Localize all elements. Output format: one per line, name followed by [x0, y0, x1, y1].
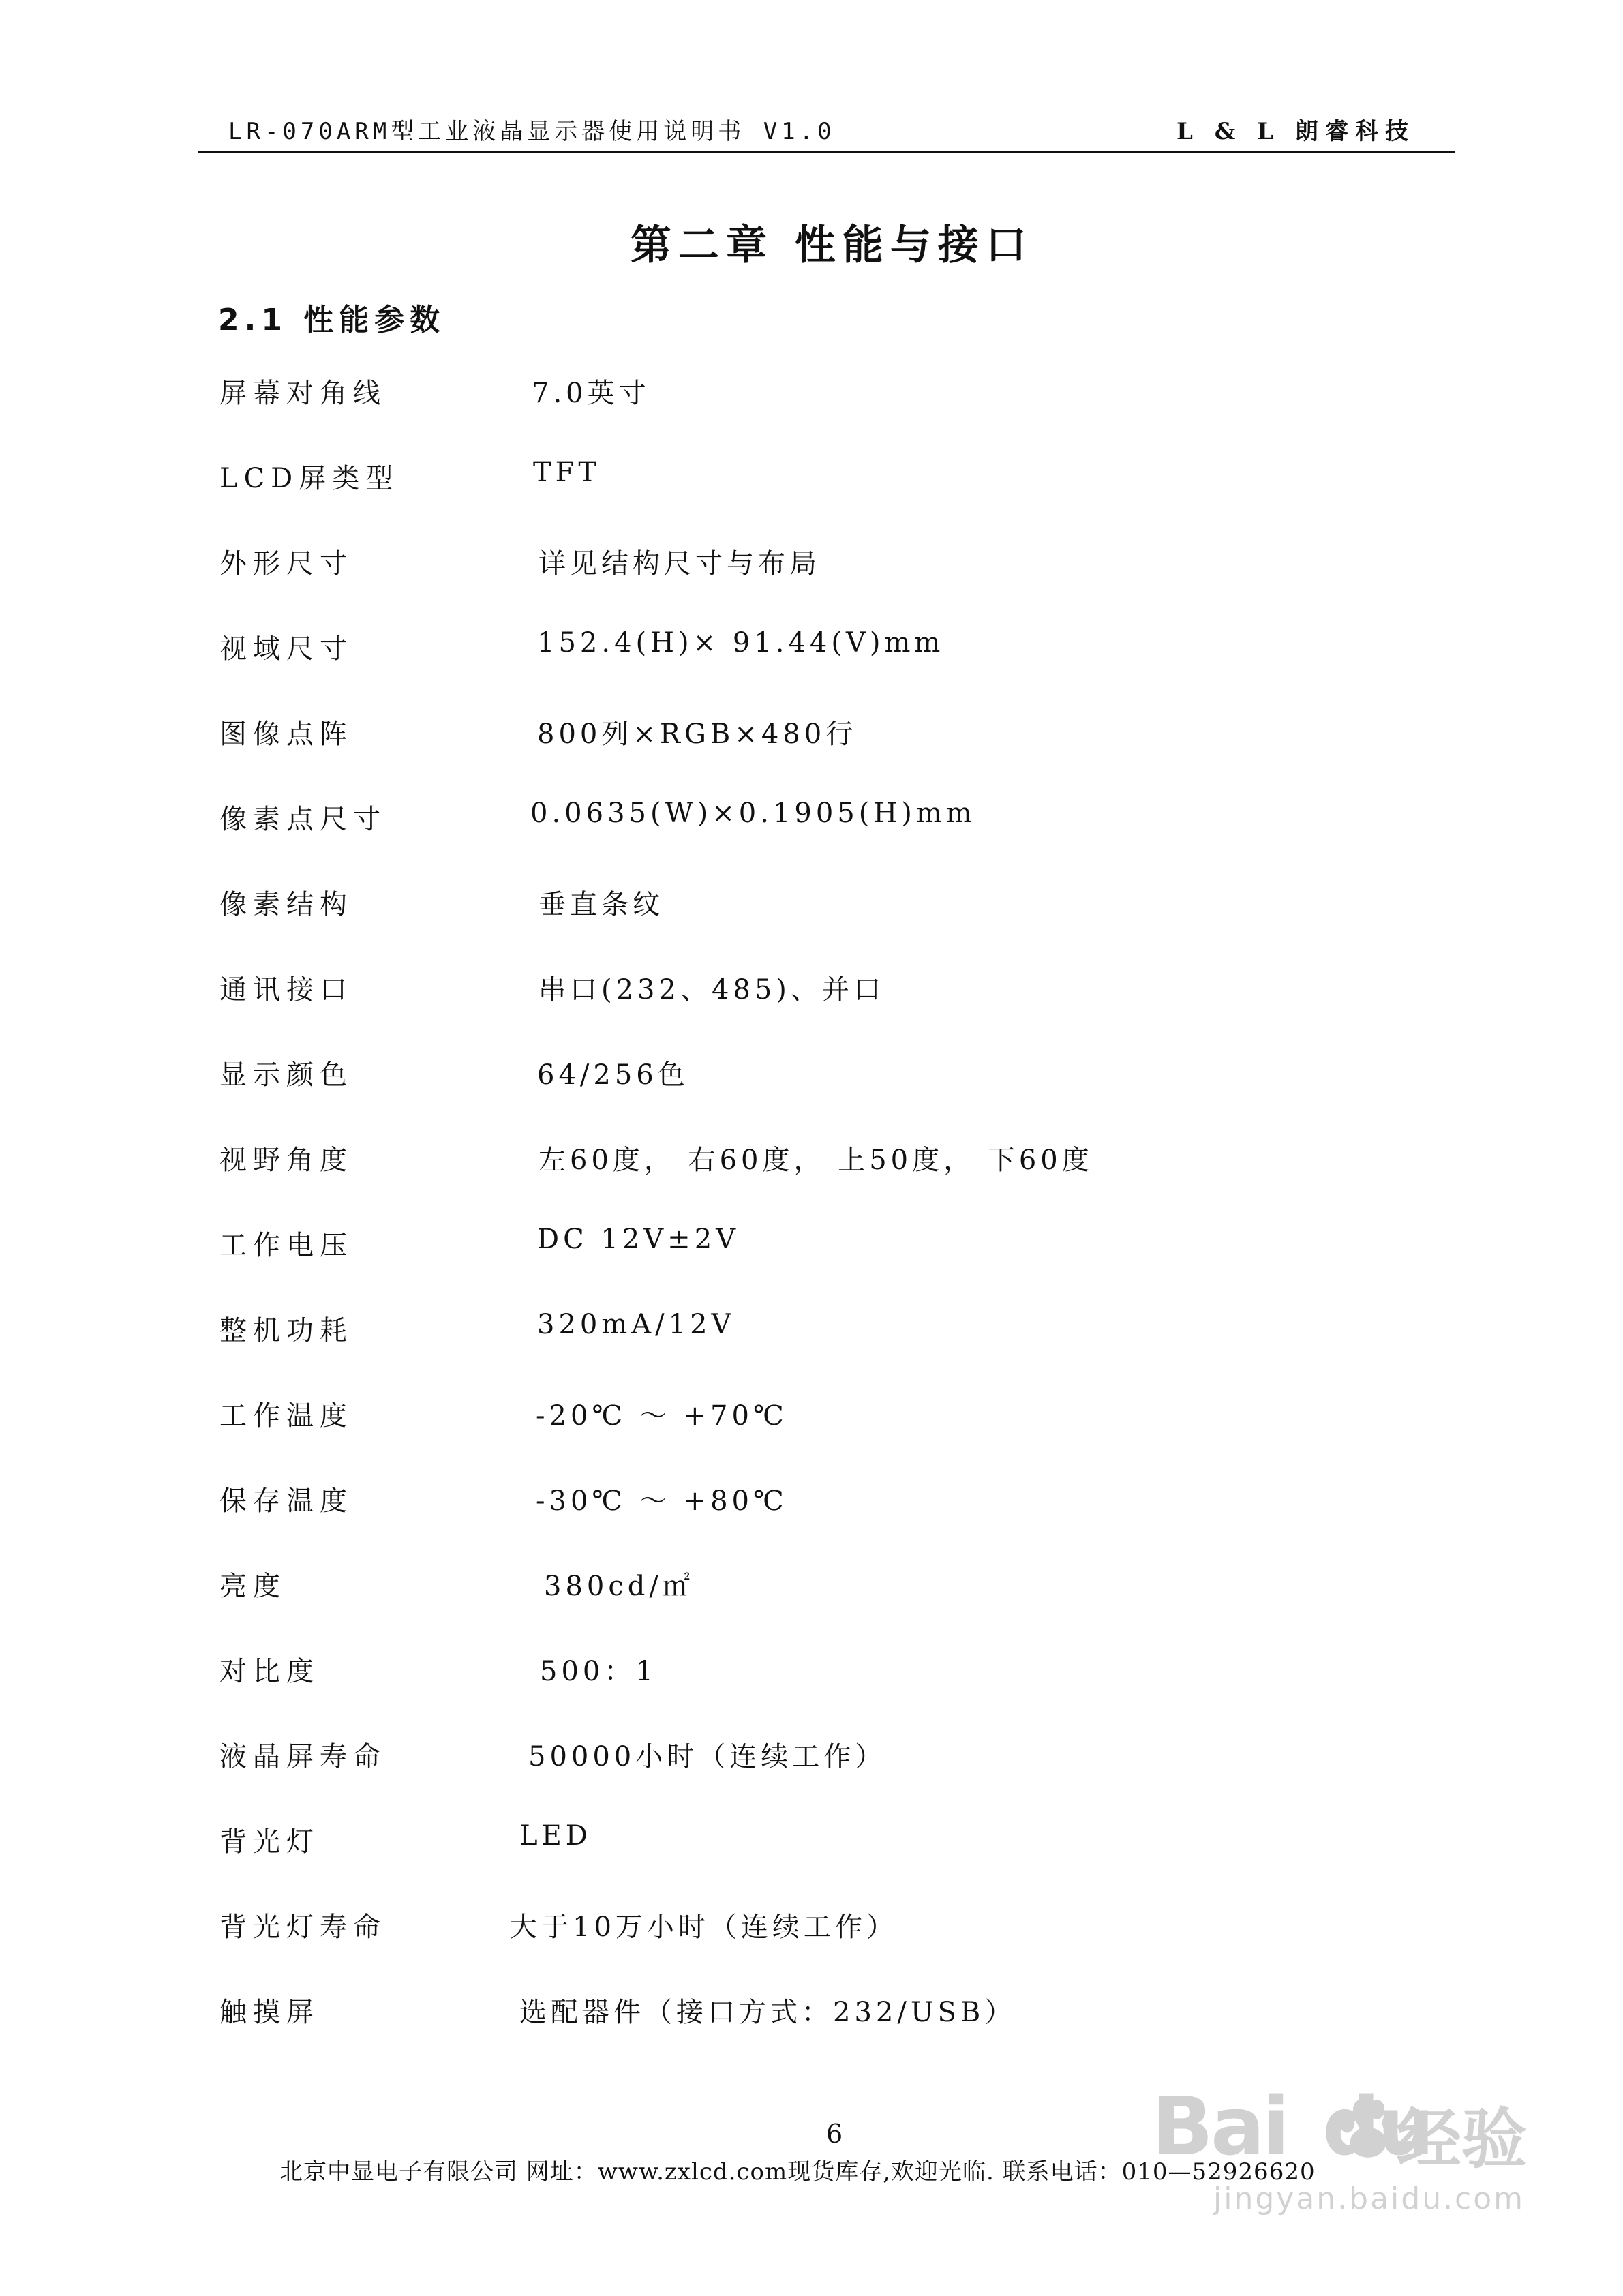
spec-row [0, 798, 1623, 839]
spec-label: 屏幕对角线 [219, 378, 386, 409]
spec-label: 图像点阵 [219, 719, 353, 750]
spec-value: 左60度， 右60度， 上50度， 下60度 [539, 1145, 1093, 1176]
header-document-title: LR-070ARM型工业液晶显示器使用说明书 V1.0 [228, 118, 836, 145]
spec-value: 7.0英寸 [532, 378, 650, 409]
spec-row [0, 968, 1623, 1009]
section-title: 2.1 性能参数 [218, 303, 446, 337]
spec-label: 亮度 [219, 1571, 286, 1602]
spec-value: 152.4(H)× 91.44(V)mm [537, 627, 945, 659]
spec-row [0, 1735, 1623, 1776]
spec-row [0, 1053, 1623, 1094]
spec-value: 320mA/12V [537, 1309, 735, 1340]
spec-row [0, 1991, 1623, 2031]
spec-row [0, 457, 1623, 498]
spec-value: -20℃ ～ +70℃ [536, 1400, 788, 1432]
spec-row [0, 372, 1623, 412]
spec-row [0, 1224, 1623, 1265]
spec-value: 800列×RGB×480行 [537, 719, 858, 750]
spec-label: 像素结构 [219, 889, 353, 920]
spec-row [0, 883, 1623, 924]
spec-row [0, 627, 1623, 668]
spec-value: 详见结构尺寸与布局 [539, 548, 821, 579]
spec-row [0, 712, 1623, 753]
baidu-jingyan-watermark [1152, 2079, 1534, 2256]
spec-label: 通讯接口 [219, 974, 353, 1006]
spec-label: 背光灯寿命 [219, 1912, 386, 1943]
spec-value: LED [519, 1820, 592, 1852]
chapter-title: 第二章 性能与接口 [631, 222, 1033, 269]
spec-row [0, 1905, 1623, 1946]
spec-label: 显示颜色 [219, 1059, 353, 1091]
footer-contact-line: 北京中显电子有限公司 网址：www.zxlcd.com现货库存,欢迎光临. 联系电话：010—52926620 [279, 2158, 1316, 2186]
watermark-jingyan-text: 经验 [1396, 2101, 1527, 2177]
spec-label: 工作温度 [219, 1400, 353, 1432]
spec-value: 64/256色 [537, 1059, 689, 1091]
watermark-logo-text: Bai du [1152, 2079, 1432, 2173]
spec-label: 像素点尺寸 [219, 804, 386, 835]
header-divider [198, 151, 1455, 153]
spec-label: 液晶屏寿命 [219, 1741, 386, 1772]
spec-row [0, 1650, 1623, 1691]
spec-value: 500：1 [540, 1656, 657, 1687]
spec-label: 视域尺寸 [219, 633, 353, 665]
spec-row [0, 1820, 1623, 1861]
spec-value: TFT [533, 457, 601, 488]
spec-label: 工作电压 [219, 1230, 353, 1261]
spec-value: 垂直条纹 [539, 889, 664, 920]
page-number: 6 [826, 2119, 843, 2149]
spec-label: LCD屏类型 [219, 463, 399, 494]
spec-label: 背光灯 [219, 1826, 320, 1858]
spec-row [0, 1394, 1623, 1435]
spec-value: 串口(232、485)、并口 [539, 974, 885, 1006]
spec-label: 视野角度 [219, 1145, 353, 1176]
spec-label: 触摸屏 [219, 1997, 320, 2028]
spec-label: 对比度 [219, 1656, 320, 1687]
spec-value: 0.0635(W)×0.1905(H)mm [530, 798, 976, 829]
spec-label: 整机功耗 [219, 1315, 353, 1346]
spec-row [0, 542, 1623, 583]
spec-row [0, 1309, 1623, 1350]
spec-row [0, 1479, 1623, 1520]
spec-value: 50000小时（连续工作） [528, 1741, 887, 1772]
spec-value: 380cd/㎡ [544, 1571, 694, 1602]
header-company-name: L & L 朗睿科技 [1176, 118, 1415, 145]
spec-value: 选配器件（接口方式：232/USB） [519, 1997, 1016, 2028]
spec-label: 保存温度 [219, 1485, 353, 1517]
spec-label: 外形尺寸 [219, 548, 353, 579]
spec-value: -30℃ ～ +80℃ [536, 1485, 788, 1517]
spec-row [0, 1138, 1623, 1179]
watermark-url: jingyan.baidu.com [1213, 2181, 1526, 2216]
paw-icon [1331, 2091, 1406, 2166]
spec-row [0, 1565, 1623, 1605]
spec-value: 大于10万小时（连续工作） [510, 1912, 898, 1943]
spec-value: DC 12V±2V [537, 1224, 740, 1255]
